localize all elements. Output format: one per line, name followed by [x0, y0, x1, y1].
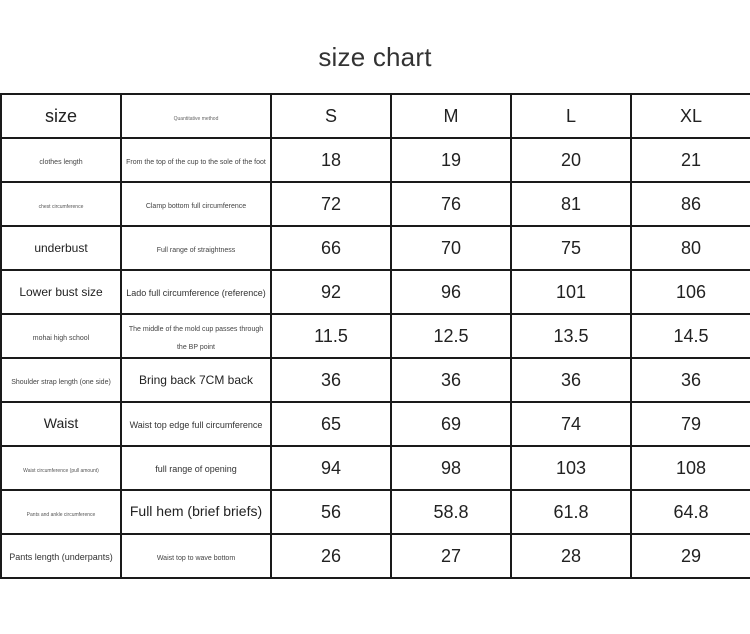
value-cell: 12.5: [391, 314, 511, 358]
value-cell: 18: [271, 138, 391, 182]
header-size-m: M: [391, 94, 511, 138]
value-cell: 13.5: [511, 314, 631, 358]
table-row: [1, 534, 750, 578]
value-cell: 81: [511, 182, 631, 226]
row-desc-cell: Bring back 7CM back: [121, 358, 271, 402]
header-size-xl: XL: [631, 94, 750, 138]
table-row: [1, 182, 750, 226]
row-label-cell: Waist: [1, 402, 121, 446]
value-cell: 65: [271, 402, 391, 446]
value-cell: 74: [511, 402, 631, 446]
value-cell: 26: [271, 534, 391, 578]
value-cell: 64.8: [631, 490, 750, 534]
value-cell: 28: [511, 534, 631, 578]
value-cell: 76: [391, 182, 511, 226]
value-cell: 29: [631, 534, 750, 578]
value-cell: 70: [391, 226, 511, 270]
row-label-cell: chest circumference: [1, 182, 121, 226]
row-desc-cell: The middle of the mold cup passes through the BP point: [121, 314, 271, 358]
table-row: [1, 358, 750, 402]
value-cell: 58.8: [391, 490, 511, 534]
header-size-cell: [1, 94, 121, 138]
value-cell: 36: [391, 358, 511, 402]
value-cell: 103: [511, 446, 631, 490]
table-row: [1, 402, 750, 446]
value-cell: 66: [271, 226, 391, 270]
row-label-cell: Shoulder strap length (one side): [1, 358, 121, 402]
value-cell: 94: [271, 446, 391, 490]
value-cell: 14.5: [631, 314, 750, 358]
value-cell: 56: [271, 490, 391, 534]
header-method-cell: [121, 94, 271, 138]
row-desc-cell: Waist top to wave bottom: [121, 534, 271, 578]
value-cell: 96: [391, 270, 511, 314]
value-cell: 108: [631, 446, 750, 490]
header-method-label: Quantitative method: [173, 116, 219, 122]
value-cell: 86: [631, 182, 750, 226]
row-label-cell: Pants and ankle circumference: [1, 490, 121, 534]
value-cell: 36: [511, 358, 631, 402]
value-cell: 21: [631, 138, 750, 182]
page-title: size chart: [318, 42, 432, 72]
value-cell: 69: [391, 402, 511, 446]
table-row: [1, 314, 750, 358]
value-cell: 72: [271, 182, 391, 226]
table-row: [1, 270, 750, 314]
row-label-cell: Pants length (underpants): [1, 534, 121, 578]
header-size-s: S: [271, 94, 391, 138]
value-cell: 36: [271, 358, 391, 402]
value-cell: 11.5: [271, 314, 391, 358]
table-row: [1, 226, 750, 270]
header-size-l: L: [511, 94, 631, 138]
value-cell: 36: [631, 358, 750, 402]
value-cell: 27: [391, 534, 511, 578]
row-desc-cell: full range of opening: [121, 446, 271, 490]
row-desc-cell: From the top of the cup to the sole of the foot: [121, 138, 271, 182]
row-desc-cell: Full hem (brief briefs): [121, 490, 271, 534]
value-cell: 106: [631, 270, 750, 314]
value-cell: 80: [631, 226, 750, 270]
value-cell: 98: [391, 446, 511, 490]
header-size-label: size: [44, 105, 77, 126]
value-cell: 101: [511, 270, 631, 314]
row-label-cell: clothes length: [1, 138, 121, 182]
row-desc-cell: Clamp bottom full circumference: [121, 182, 271, 226]
table-row: [1, 490, 750, 534]
row-desc-cell: Lado full circumference (reference): [121, 270, 271, 314]
header-row: [1, 94, 750, 138]
value-cell: 61.8: [511, 490, 631, 534]
value-cell: 75: [511, 226, 631, 270]
row-label-cell: Waist circumference (pull amount): [1, 446, 121, 490]
size-chart-table: [0, 93, 750, 579]
value-cell: 92: [271, 270, 391, 314]
table-row: [1, 446, 750, 490]
value-cell: 79: [631, 402, 750, 446]
value-cell: 19: [391, 138, 511, 182]
row-label-cell: underbust: [1, 226, 121, 270]
value-cell: 20: [511, 138, 631, 182]
row-label-cell: mohai high school: [1, 314, 121, 358]
row-desc-cell: Waist top edge full circumference: [121, 402, 271, 446]
row-desc-cell: Full range of straightness: [121, 226, 271, 270]
table-row: [1, 138, 750, 182]
row-label-cell: Lower bust size: [1, 270, 121, 314]
